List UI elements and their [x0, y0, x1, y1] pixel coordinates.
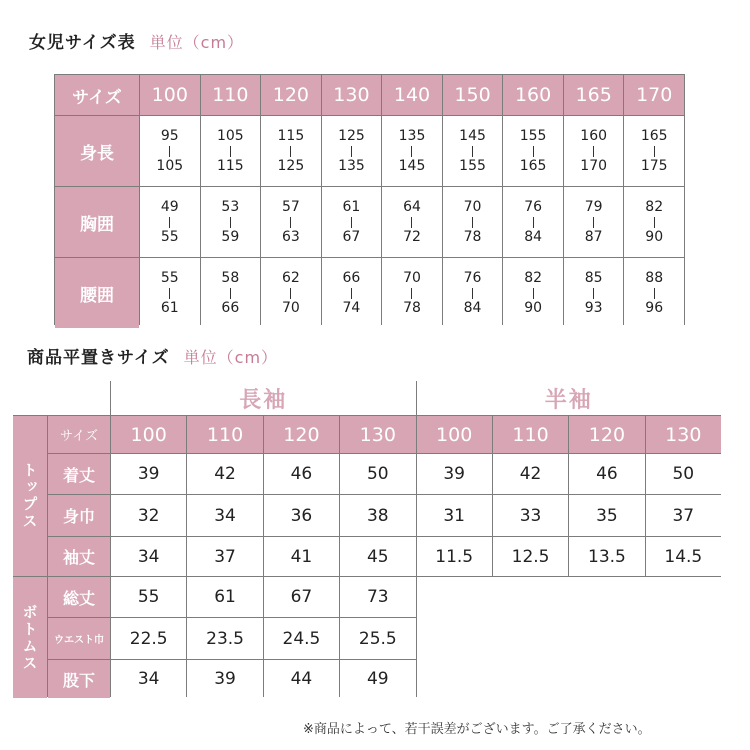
size-header: 130: [322, 75, 382, 115]
value-cell: 42: [493, 454, 568, 494]
row-label-total-length: 総丈: [48, 577, 110, 617]
value-cell: 44: [264, 660, 339, 698]
row-label-sleeve: 袖丈: [48, 537, 110, 576]
size-header: 165: [564, 75, 624, 115]
chest-range: 64 72: [382, 187, 442, 257]
value-cell: 33: [493, 495, 568, 536]
value-cell: 38: [340, 495, 415, 536]
empty-area: [417, 577, 723, 699]
value-cell: 24.5: [264, 618, 339, 659]
size-header: 110: [493, 416, 568, 453]
row-label-chest: 胸囲: [55, 187, 139, 257]
row-label-length: 着丈: [48, 454, 110, 494]
value-cell: 34: [187, 495, 262, 536]
size-header: 120: [264, 416, 339, 453]
value-cell: 34: [111, 660, 186, 698]
value-cell: 25.5: [340, 618, 415, 659]
flat-size-table: [13, 381, 721, 697]
hip-range: 62 70: [261, 258, 321, 328]
size-header: 140: [382, 75, 442, 115]
chest-range: 61 67: [322, 187, 382, 257]
value-cell: 35: [569, 495, 644, 536]
value-cell: 45: [340, 537, 415, 576]
value-cell: 23.5: [187, 618, 262, 659]
unit-label: 単位（cm）: [183, 348, 279, 367]
size-header-label: サイズ: [55, 75, 139, 115]
hip-range: 88 96: [624, 258, 684, 328]
row-label-inseam: 股下: [48, 660, 110, 698]
hip-range: 82 90: [503, 258, 563, 328]
value-cell: 49: [340, 660, 415, 698]
value-cell: 37: [187, 537, 262, 576]
height-range: 160 170: [564, 116, 624, 186]
height-range: 165 175: [624, 116, 684, 186]
girls-size-table: [54, 74, 685, 325]
value-cell: 39: [111, 454, 186, 494]
row-label-waist: ウエスト巾: [48, 618, 110, 659]
unit-label: 単位（cm）: [149, 33, 245, 52]
height-range: 155 165: [503, 116, 563, 186]
chest-range: 82 90: [624, 187, 684, 257]
value-cell: 61: [187, 577, 262, 617]
chest-range: 70 78: [443, 187, 503, 257]
size-header: 160: [503, 75, 563, 115]
size-header: 110: [187, 416, 262, 453]
value-cell: 14.5: [646, 537, 721, 576]
row-label-hip: 腰囲: [55, 258, 139, 328]
row-label-width: 身巾: [48, 495, 110, 536]
hip-range: 76 84: [443, 258, 503, 328]
value-cell: 55: [111, 577, 186, 617]
flat-size-chart-title: [27, 343, 278, 368]
value-cell: 41: [264, 537, 339, 576]
size-header: 120: [261, 75, 321, 115]
chest-range: 49 55: [140, 187, 200, 257]
value-cell: 46: [569, 454, 644, 494]
size-header: 100: [140, 75, 200, 115]
half-sleeve-header: 半袖: [417, 381, 722, 415]
chest-range: 53 59: [201, 187, 261, 257]
hip-range: 85 93: [564, 258, 624, 328]
value-cell: 39: [187, 660, 262, 698]
girls-size-chart-title: [29, 28, 244, 53]
value-cell: 22.5: [111, 618, 186, 659]
footnote: ※商品によって、若干誤差がございます。ご了承ください。: [303, 722, 651, 737]
title-text: 商品平置きサイズ: [27, 348, 170, 368]
height-range: 95 105: [140, 116, 200, 186]
size-header: 150: [443, 75, 503, 115]
chest-range: 79 87: [564, 187, 624, 257]
value-cell: 42: [187, 454, 262, 494]
row-label-height: 身長: [55, 116, 139, 186]
size-header: 100: [417, 416, 492, 453]
height-range: 125 135: [322, 116, 382, 186]
height-range: 135 145: [382, 116, 442, 186]
chest-range: 76 84: [503, 187, 563, 257]
value-cell: 13.5: [569, 537, 644, 576]
bottoms-label: ボトムス: [13, 577, 47, 698]
value-cell: 67: [264, 577, 339, 617]
value-cell: 12.5: [493, 537, 568, 576]
hip-range: 55 61: [140, 258, 200, 328]
hip-range: 58 66: [201, 258, 261, 328]
value-cell: 36: [264, 495, 339, 536]
value-cell: 11.5: [417, 537, 492, 576]
value-cell: 39: [417, 454, 492, 494]
value-cell: 46: [264, 454, 339, 494]
size-header: 110: [201, 75, 261, 115]
size-header: 130: [646, 416, 721, 453]
size-header-label: サイズ: [48, 416, 110, 453]
size-header: 170: [624, 75, 684, 115]
value-cell: 32: [111, 495, 186, 536]
long-sleeve-header: 長袖: [111, 381, 416, 415]
empty-corner: [12, 380, 110, 415]
height-range: 105 115: [201, 116, 261, 186]
hip-range: 66 74: [322, 258, 382, 328]
chest-range: 57 63: [261, 187, 321, 257]
hip-range: 70 78: [382, 258, 442, 328]
size-header: 120: [569, 416, 644, 453]
value-cell: 34: [111, 537, 186, 576]
size-header: 100: [111, 416, 186, 453]
value-cell: 50: [646, 454, 721, 494]
height-range: 145 155: [443, 116, 503, 186]
value-cell: 50: [340, 454, 415, 494]
size-header: 130: [340, 416, 415, 453]
title-text: 女児サイズ表: [29, 33, 136, 53]
value-cell: 37: [646, 495, 721, 536]
height-range: 115 125: [261, 116, 321, 186]
value-cell: 73: [340, 577, 415, 617]
tops-label: トップス: [13, 416, 47, 576]
value-cell: 31: [417, 495, 492, 536]
